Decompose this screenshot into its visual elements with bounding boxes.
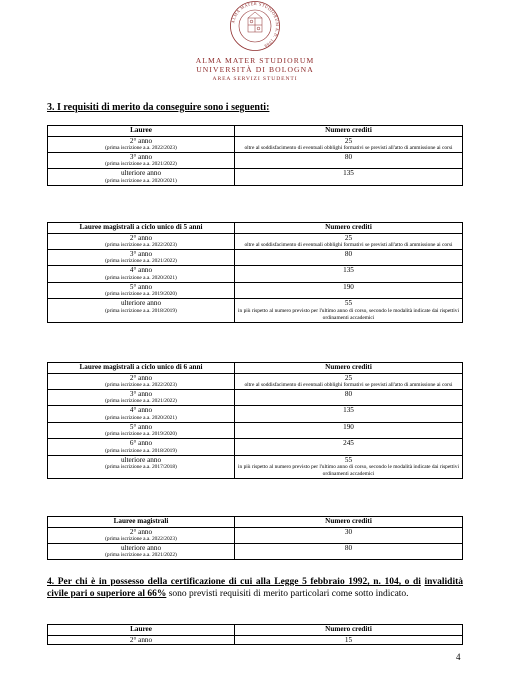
section-4-bold-part1: 4. Per chi è in possesso della certificazione di cui alla Legge 5 febbraio 1992, n. 104, o di [47, 577, 421, 587]
column-header: Numero crediti [235, 517, 463, 528]
section-4-rest: sono previsti requisiti di merito particolari come sotto indicato. [166, 588, 409, 599]
year-label: 2° anno [129, 136, 153, 145]
enrollment-note: (prima iscrizione a.a. 2021/2022) [105, 552, 177, 559]
credits-value: 80 [344, 152, 353, 161]
enrollment-note: (prima iscrizione a.a. 2020/2021) [105, 274, 177, 281]
table-row [48, 635, 463, 644]
enrollment-note: (prima iscrizione a.a. 2021/2022) [105, 161, 177, 168]
table-row [48, 389, 463, 405]
area-name: AREA SERVIZI STUDENTI [212, 76, 298, 82]
table-row [48, 136, 463, 152]
credits-value: 25 [344, 233, 353, 242]
enrollment-note: (prima iscrizione a.a. 2022/2023) [105, 381, 177, 388]
credits-value: 55 [344, 455, 353, 464]
credits-value: 15 [344, 635, 353, 644]
year-label: 2° anno [129, 373, 153, 382]
column-header: Lauree [48, 126, 235, 137]
enrollment-note: (prima iscrizione a.a. 2020/2021) [105, 177, 177, 184]
column-header: Numero crediti [235, 625, 463, 636]
seal-text: ALMA MATER STUDIORUM A.D. 1088 [230, 0, 281, 49]
year-label: 4° anno [129, 266, 153, 275]
table-row [48, 439, 463, 455]
enrollment-note: (prima iscrizione a.a. 2022/2023) [105, 144, 177, 151]
enrollment-note: (prima iscrizione a.a. 2020/2021) [105, 414, 177, 421]
enrollment-note: (prima iscrizione a.a. 2022/2023) [105, 241, 177, 248]
credits-value: 25 [344, 136, 353, 145]
year-label: 2° anno [129, 233, 153, 242]
table-lauree-section-4 [47, 624, 463, 645]
year-label: 6° anno [129, 439, 153, 448]
year-label: 5° anno [129, 422, 153, 431]
enrollment-note: (prima iscrizione a.a. 2019/2020) [105, 431, 177, 438]
table-row [48, 282, 463, 298]
university-name-line2: UNIVERSITÀ DI BOLOGNA [196, 65, 314, 74]
column-header: Numero crediti [235, 363, 463, 374]
enrollment-note: (prima iscrizione a.a. 2018/2019) [105, 307, 177, 314]
credits-value: 190 [343, 422, 354, 431]
table-row [48, 373, 463, 389]
credits-note: oltre al soddisfacimento di eventuali obblighi formativi se previsti all'atto di ammissione ai corsi [244, 381, 453, 388]
credits-value: 30 [344, 527, 353, 536]
year-label: ulteriore anno [120, 299, 162, 308]
credits-value: 135 [343, 406, 354, 415]
enrollment-note: (prima iscrizione a.a. 2021/2022) [105, 398, 177, 405]
credits-note: in più rispetto al numero previsto per l'ultimo anno di corso, secondo le modalità indicate dai rispettivi ordinamenti accademici [238, 463, 459, 477]
table-lauree-magistrali-5-anni [47, 222, 463, 323]
column-header: Numero crediti [235, 223, 463, 234]
enrollment-note: (prima iscrizione a.a. 2017/2018) [105, 463, 177, 470]
university-seal-icon [226, 0, 284, 52]
year-label: 3° anno [129, 249, 153, 258]
credits-value: 80 [344, 543, 353, 552]
enrollment-note: (prima iscrizione a.a. 2019/2020) [105, 291, 177, 298]
table-row [48, 527, 463, 543]
credits-value: 245 [343, 439, 354, 448]
year-label: 2° anno [129, 527, 153, 536]
table-lauree [47, 125, 463, 186]
table-row [48, 233, 463, 249]
credits-value: 55 [344, 299, 353, 308]
year-label: 3° anno [129, 389, 153, 398]
section-4-paragraph [47, 577, 463, 601]
credits-value: 80 [344, 249, 353, 258]
table-row [48, 249, 463, 265]
table-row [48, 455, 463, 478]
table-lauree-magistrali [47, 516, 463, 560]
year-label: 2° anno [129, 635, 153, 644]
table-lauree-magistrali-6-anni [47, 362, 463, 479]
table-row [48, 266, 463, 282]
column-header: Lauree magistrali a ciclo unico di 6 anni [48, 363, 235, 374]
enrollment-note: (prima iscrizione a.a. 2022/2023) [105, 535, 177, 542]
column-header: Numero crediti [235, 126, 463, 137]
table-row [48, 543, 463, 559]
credits-value: 135 [343, 169, 354, 178]
year-label: ulteriore anno [120, 543, 162, 552]
credits-note: oltre al soddisfacimento di eventuali obblighi formativi se previsti all'atto di ammissione ai corsi [244, 144, 453, 151]
credits-value: 80 [344, 389, 353, 398]
university-name-line1: ALMA MATER STUDIORUM [195, 56, 315, 65]
section-4-bold-part2: invalidità civile pari o superiore al 66% [47, 577, 464, 599]
column-header: Lauree magistrali [48, 517, 235, 528]
enrollment-note: (prima iscrizione a.a. 2021/2022) [105, 258, 177, 265]
credits-note: oltre al soddisfacimento di eventuali obblighi formativi se previsti all'atto di ammissione ai corsi [244, 241, 453, 248]
page-number: 4 [456, 652, 461, 662]
table-row [48, 406, 463, 422]
table-row [48, 299, 463, 322]
credits-value: 190 [343, 282, 354, 291]
year-label: ulteriore anno [120, 169, 162, 178]
enrollment-note: (prima iscrizione a.a. 2018/2019) [105, 447, 177, 454]
credits-value: 25 [344, 373, 353, 382]
table-row [48, 152, 463, 168]
year-label: 4° anno [129, 406, 153, 415]
credits-value: 135 [343, 266, 354, 275]
column-header: Lauree magistrali a ciclo unico di 5 anni [48, 223, 235, 234]
credits-note: in più rispetto al numero previsto per l'ultimo anno di corso, secondo le modalità indicate dai rispettivi ordinamenti accademici [238, 307, 459, 321]
year-label: 5° anno [129, 282, 153, 291]
table-row [48, 169, 463, 185]
year-label: 3° anno [129, 152, 153, 161]
year-label: ulteriore anno [120, 455, 162, 464]
table-row [48, 422, 463, 438]
column-header: Lauree [48, 625, 235, 636]
section-3-heading: 3. I requisiti di merito da conseguire sono i seguenti: [47, 102, 270, 113]
